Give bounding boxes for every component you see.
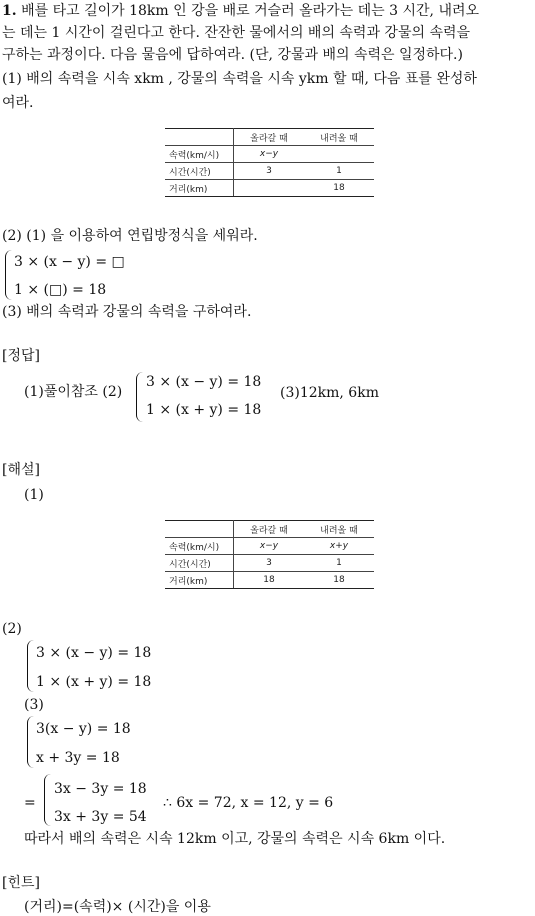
table-cell: 속력(km/시) bbox=[165, 146, 234, 163]
question-1-line-1: (1) 배의 속력을 시속 xkm , 강물의 속력을 시속 ykm 할 때, 다음 표를 완성하 bbox=[2, 71, 477, 87]
question-table bbox=[165, 128, 374, 197]
table-cell: x−y bbox=[234, 538, 305, 555]
table-row bbox=[165, 163, 374, 180]
table-cell: 1 bbox=[304, 555, 374, 572]
table-cell: 18 bbox=[304, 180, 374, 197]
hint-text: (거리)=(속력)× (시간)을 이용 bbox=[24, 899, 211, 915]
table-header-cell bbox=[165, 129, 234, 146]
table-cell: 시간(시간) bbox=[165, 555, 234, 572]
explanation-part-2: (2) bbox=[2, 621, 22, 637]
table-header-cell: 내려올 때 bbox=[304, 521, 374, 538]
explanation-label: [해설] bbox=[2, 462, 40, 478]
answer-part-3: (3)12km, 6km bbox=[280, 385, 379, 401]
table-cell: 속력(km/시) bbox=[165, 538, 234, 555]
answer-equation-2: 1 × (x + y) = 18 bbox=[146, 402, 262, 418]
table-cell: x−y bbox=[234, 146, 305, 163]
problem-line-2: 는 데는 1 시간이 걸린다고 한다. 잔잔한 물에서의 배의 속력과 강물의 속력을 bbox=[2, 25, 471, 41]
system-brace bbox=[5, 250, 12, 300]
table-cell: 3 bbox=[234, 555, 305, 572]
question-2-equation-2: 1 × (□) = 18 bbox=[14, 282, 107, 298]
explanation-part-1: (1) bbox=[24, 487, 44, 503]
problem-number: 1. bbox=[2, 3, 17, 19]
system-brace bbox=[27, 640, 34, 692]
answer-label: [정답] bbox=[2, 348, 40, 364]
equals-sign: = bbox=[24, 795, 36, 811]
table-row bbox=[165, 538, 374, 555]
system-brace bbox=[44, 774, 51, 826]
table-row bbox=[165, 572, 374, 589]
question-2: (2) (1) 을 이용하여 연립방정식을 세워라. bbox=[2, 228, 258, 244]
answer-equation-1: 3 × (x − y) = 18 bbox=[146, 374, 262, 390]
table-header-cell: 올라갈 때 bbox=[234, 521, 305, 538]
problem-text-1: 배를 타고 길이가 18km 인 강을 배로 거슬러 올라가는 데는 3 시간, 내려오 bbox=[21, 3, 480, 19]
explanation-equation-2: 1 × (x + y) = 18 bbox=[36, 674, 152, 690]
table-row bbox=[165, 555, 374, 572]
question-1-line-2: 여라. bbox=[2, 95, 34, 111]
explanation-equation-4: x + 3y = 18 bbox=[36, 750, 120, 766]
system-brace bbox=[136, 372, 143, 422]
table-cell: 18 bbox=[304, 572, 374, 589]
table-header-cell: 내려올 때 bbox=[304, 129, 374, 146]
explanation-part-3: (3) bbox=[24, 697, 44, 713]
table-header-cell: 올라갈 때 bbox=[234, 129, 305, 146]
problem-line-1 bbox=[2, 2, 479, 20]
table-row bbox=[165, 146, 374, 163]
table-cell: 18 bbox=[234, 572, 305, 589]
conclusion: 따라서 배의 속력은 시속 12km 이고, 강물의 속력은 시속 6km 이다. bbox=[24, 831, 446, 847]
table-header-row bbox=[165, 129, 374, 146]
table-cell: 1 bbox=[304, 163, 374, 180]
answer-part-1: (1)풀이참조 (2) bbox=[24, 384, 123, 400]
question-2-equation-1: 3 × (x − y) = □ bbox=[14, 254, 125, 270]
table-cell: 거리(km) bbox=[165, 572, 234, 589]
explanation-equation-6: 3x + 3y = 54 bbox=[54, 809, 147, 825]
table-cell: x+y bbox=[304, 538, 374, 555]
explanation-equation-5: 3x − 3y = 18 bbox=[54, 781, 147, 797]
explanation-equation-1: 3 × (x − y) = 18 bbox=[36, 645, 152, 661]
table-cell bbox=[304, 146, 374, 163]
table-header-cell bbox=[165, 521, 234, 538]
table-row bbox=[165, 180, 374, 197]
system-brace bbox=[27, 716, 34, 768]
table-cell: 3 bbox=[234, 163, 305, 180]
question-3: (3) 배의 속력과 강물의 속력을 구하여라. bbox=[2, 304, 252, 320]
hint-label: [힌트] bbox=[2, 875, 40, 891]
table-cell: 거리(km) bbox=[165, 180, 234, 197]
therefore-statement: ∴ 6x = 72, x = 12, y = 6 bbox=[163, 795, 334, 811]
table-header-row bbox=[165, 521, 374, 538]
problem-line-3: 구하는 과정이다. 다음 물음에 답하여라. (단, 강물과 배의 속력은 일정하다.) bbox=[2, 47, 463, 63]
answer-table bbox=[165, 520, 374, 589]
table-cell bbox=[234, 180, 305, 197]
explanation-equation-3: 3(x − y) = 18 bbox=[36, 721, 131, 737]
table-cell: 시간(시간) bbox=[165, 163, 234, 180]
